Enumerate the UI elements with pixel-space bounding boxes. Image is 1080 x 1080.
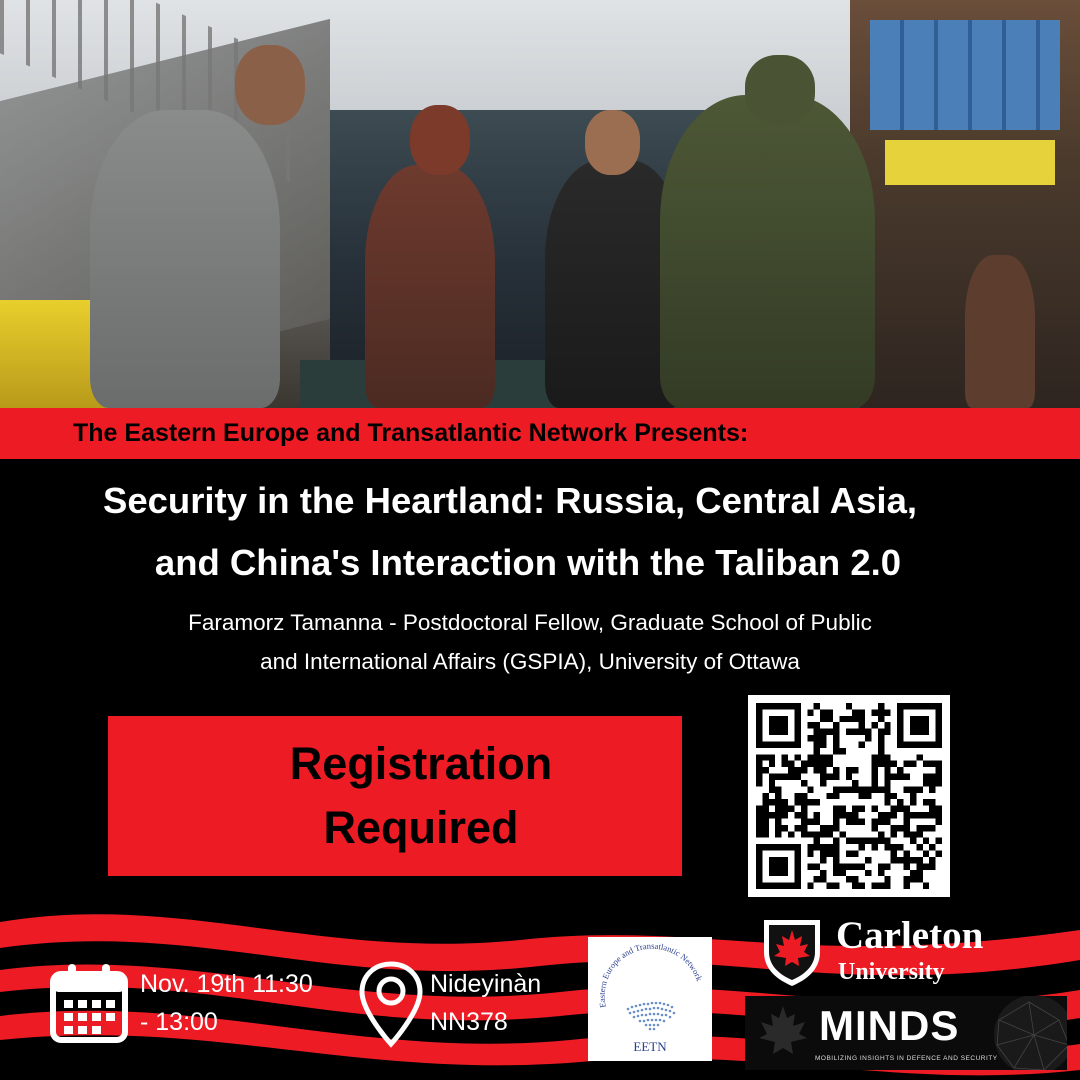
speaker-line1: Faramorz Tamanna - Postdoctoral Fellow, Graduate School of Public [188, 610, 872, 635]
qr-code-pattern [756, 703, 942, 889]
event-title-line1: Security in the Heartland: Russia, Central Asia, [102, 480, 918, 521]
registration-line2: Required [323, 802, 519, 853]
carleton-logo [758, 912, 1030, 992]
minds-tagline: MOBILIZING INSIGHTS IN DEFENCE AND SECURITY [815, 1055, 998, 1062]
location-line2: NN378 [430, 1008, 508, 1036]
photo-person [965, 255, 1035, 408]
photo-person-head [235, 45, 305, 125]
calendar-icon [50, 962, 128, 1044]
registration-required-box [108, 716, 682, 876]
event-title-line2: and China's Interaction with the Taliban 2.0 [154, 542, 902, 583]
minds-name: MINDS [819, 1002, 960, 1049]
qr-finder-pattern [756, 703, 801, 748]
presenter-banner-text: The Eastern Europe and Transatlantic Network Presents: [73, 419, 749, 447]
photo-person [365, 165, 495, 408]
eetn-logo [588, 937, 712, 1061]
minds-logo [745, 996, 1067, 1070]
photo-person [660, 95, 875, 408]
location-line1: Nideyinàn [430, 970, 542, 998]
registration-line1: Registration [289, 738, 553, 789]
header-photo [0, 0, 1080, 408]
date-time-line1: Nov. 19th 11:30 [140, 970, 313, 998]
qr-code[interactable] [748, 695, 950, 897]
maple-leaf-icon [753, 1002, 813, 1062]
minds-orb-graphic [989, 996, 1067, 1070]
carleton-name: Carleton [836, 914, 984, 957]
event-title [0, 470, 1080, 594]
eetn-logo-graphic [588, 937, 712, 1061]
presenter-banner [0, 408, 1080, 459]
photo-person-head [585, 110, 640, 175]
photo-person-head [410, 105, 470, 175]
svg-text:Eastern Europe and Transatlant [597, 941, 705, 1009]
photo-person [90, 110, 280, 408]
photo-yellow-sign [885, 140, 1055, 185]
photo-shop-signs [870, 20, 1060, 130]
event-location [430, 965, 541, 1041]
eetn-abbr: EETN [633, 1039, 667, 1054]
eetn-arc-text: Eastern Europe and Transatlantic Network [596, 940, 705, 1009]
event-date-time [140, 965, 313, 1041]
photo-person-head [745, 55, 815, 125]
speaker-info [0, 603, 1060, 681]
qr-finder-pattern [756, 844, 801, 889]
date-time-line2: - 13:00 [140, 1008, 218, 1036]
speaker-line2: and International Affairs (GSPIA), University of Ottawa [260, 649, 800, 674]
location-pin-icon [357, 960, 425, 1050]
qr-finder-pattern [897, 703, 942, 748]
carleton-shield-icon [760, 916, 824, 988]
carleton-sub: University [838, 959, 945, 985]
